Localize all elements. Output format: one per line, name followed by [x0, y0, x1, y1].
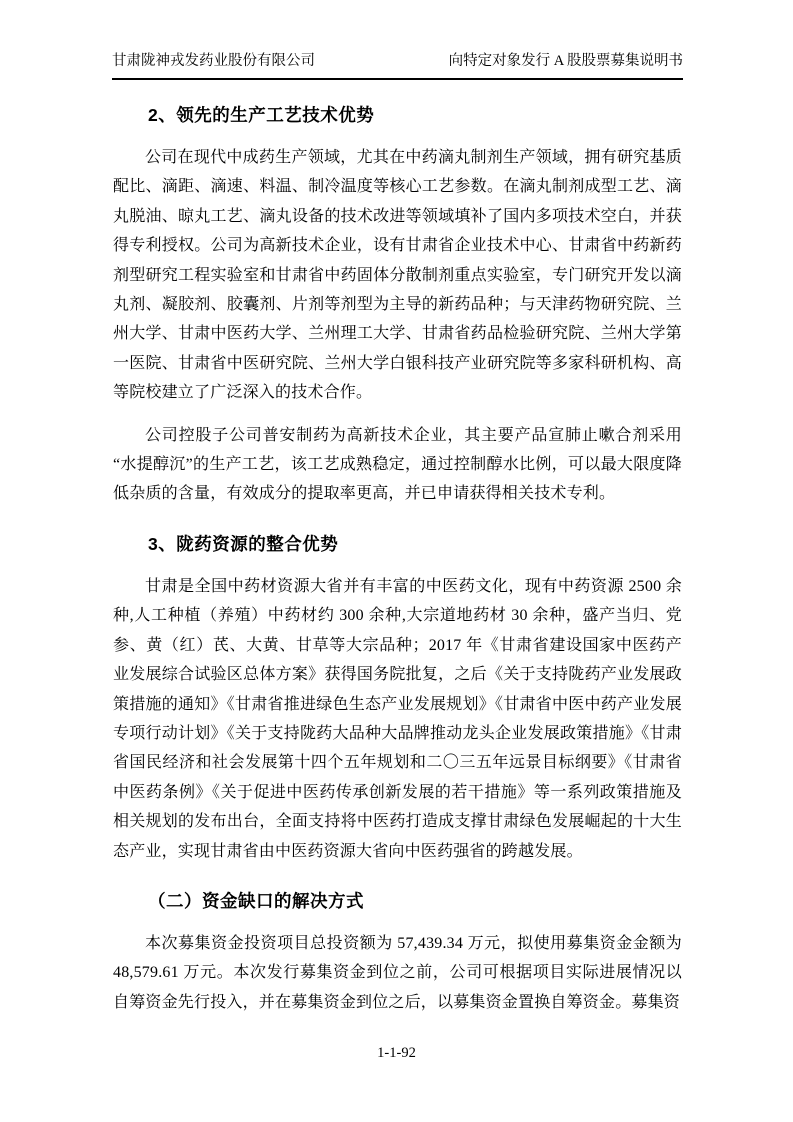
- paragraph-production-technology-1: 公司在现代中成药生产领域，尤其在中药滴丸制剂生产领域，拥有研究基质配比、滴距、滴速、料温、制冷温度等核心工艺参数。在滴丸制剂成型工艺、滴丸脱油、晾丸工艺、滴丸设备的技术改进等领域填补了国内多项技术空白，并获得专利授权。公司为高新技术企业，设有甘肃省企业技术中心、甘肃省中药新药剂型研究工程实验室和甘肃省中药固体分散制剂重点实验室，专门研究开发以滴丸剂、凝胶剂、胶囊剂、片剂等剂型为主导的新药品种；与天津药物研究院、兰州大学、甘肃中医药大学、兰州理工大学、甘肃省药品检验研究院、兰州大学第一医院、甘肃省中医研究院、兰州大学白银科技产业研究院等多家科研机构、高等院校建立了广泛深入的技术合作。: [113, 149, 682, 402]
- paragraph-production-technology-2: 公司控股子公司普安制药为高新技术企业，其主要产品宣肺止嗽合剂采用“水提醇沉”的生产工艺，该工艺成熟稳定，通过控制醇水比例，可以最大限度降低杂质的含量，有效成分的提取率更高，并已申请获得相关技术专利。: [113, 426, 682, 503]
- page-number: 1-1-92: [377, 1045, 416, 1061]
- section-heading-funding-gap: （二）资金缺口的解决方式: [148, 890, 364, 911]
- header-company-name: 甘肃陇神戎发药业股份有限公司: [112, 53, 315, 69]
- section-heading-longyao-resources: 3、陇药资源的整合优势: [148, 533, 339, 554]
- document-body: [113, 80, 682, 1030]
- header-document-title: 向特定对象发行 A 股股票募集说明书: [448, 53, 683, 69]
- section-heading-production-technology: 2、领先的生产工艺技术优势: [148, 105, 375, 125]
- paragraph-funding-gap: 本次募集资金投资项目总投资额为 57,439.34 万元，拟使用募集资金金额为 48,579.61 万元。本次发行募集资金到位之前，公司可根据项目实际进展情况以自筹资金先行投入，并在募集资金到位之后，以募集资金置换自筹资金。募集资: [113, 934, 682, 1011]
- page-header: [112, 50, 683, 80]
- paragraph-longyao-resources: 甘肃是全国中药材资源大省并有丰富的中医药文化，现有中药资源 2500 余种,人工种植（养殖）中药材约 300 余种,大宗道地药材 30 余种，盛产当归、党参、黄（红）芪、大黄、甘草等大宗品种；2017 年《甘肃省建设国家中医药产业发展综合试验区总体方案》获得国务院批复，之后《关于支持陇药产业发展政策措施的通知》《甘肃省推进绿色生态产业发展规划》《甘肃省中医中药产业发展专项行动计划》《关于支持陇药大品种大品牌推动龙头企业发展政策措施》《甘肃省国民经济和社会发展第十四个五年规划和二〇三五年远景目标纲要》《甘肃省中医药条例》《关于促进中医药传承创新发展的若干措施》等一系列政策措施及相关规划的发布出台，全面支持将中医药打造成支撑甘肃绿色发展崛起的十大生态产业，实现甘肃省由中医药资源大省向中医药强省的跨越发展。: [113, 577, 682, 860]
